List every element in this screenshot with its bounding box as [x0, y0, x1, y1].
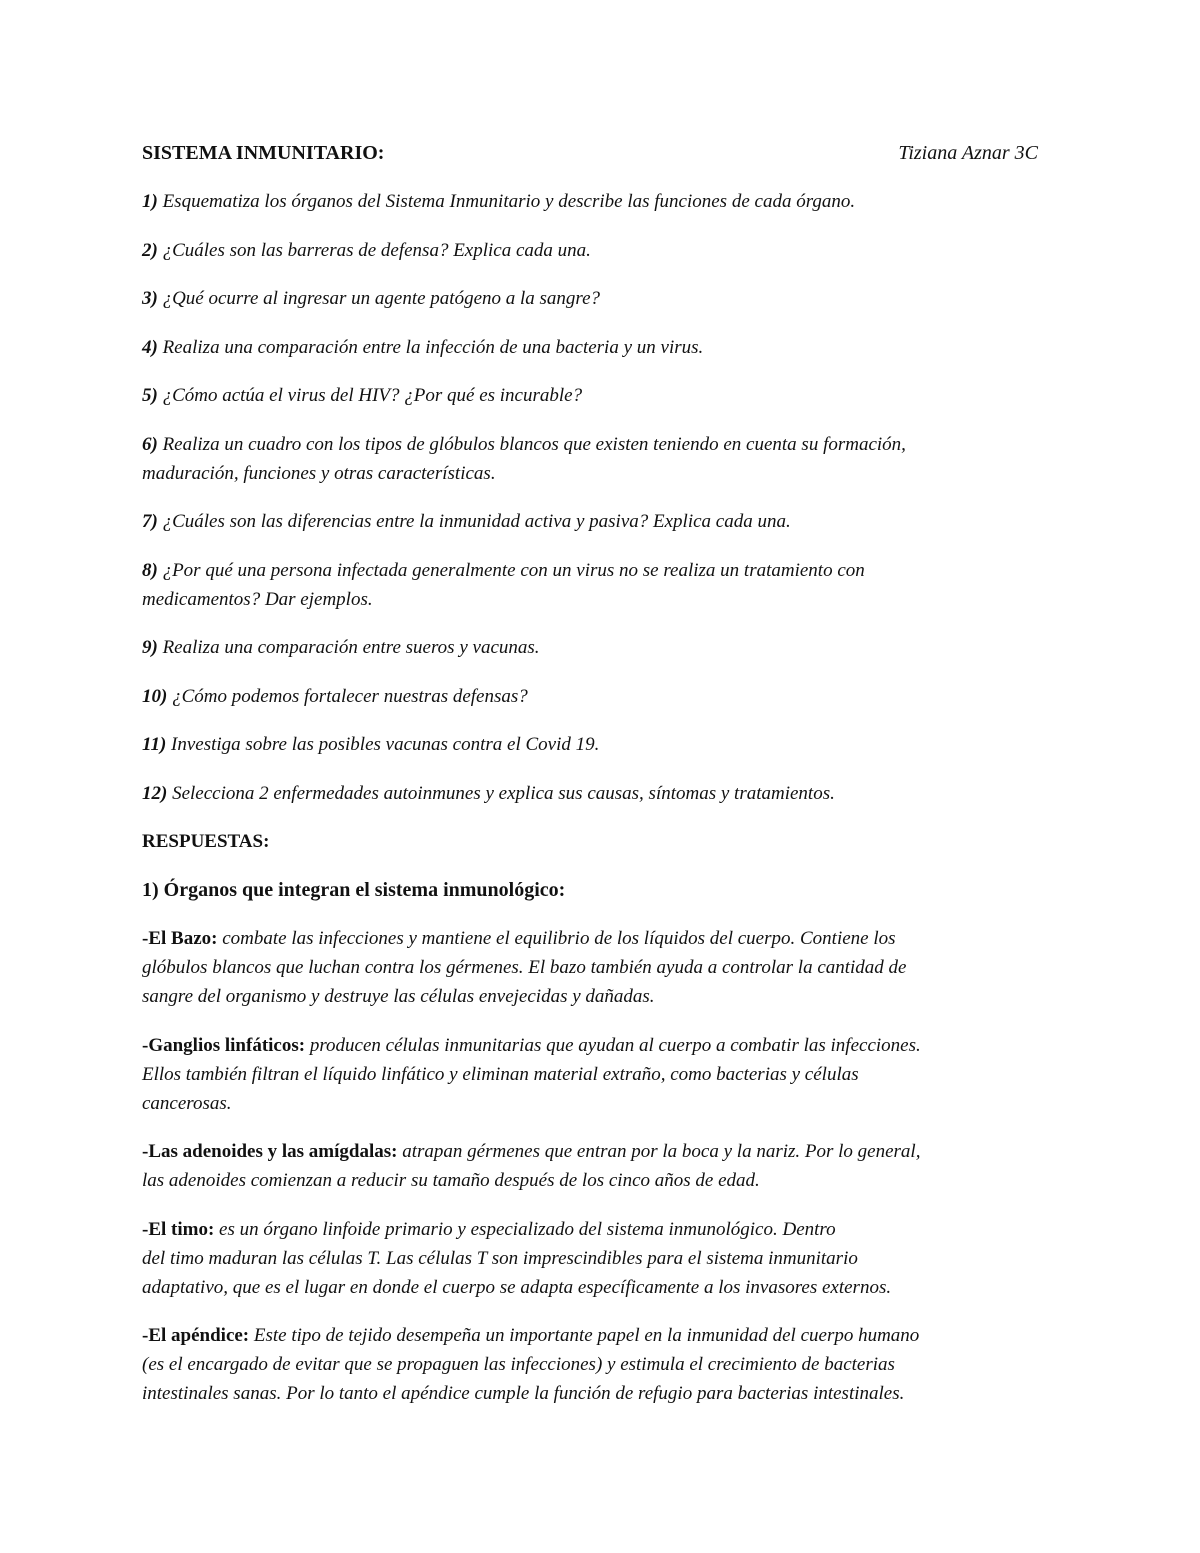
question-12 [142, 779, 1062, 808]
organ-label: -El Bazo: [142, 928, 218, 949]
question-8 [142, 556, 1062, 614]
question-2 [142, 236, 1062, 265]
organ-description-continued: glóbulos blancos que luchan contra los gérmenes. El bazo también ayuda a controlar la cantidad de [142, 957, 907, 978]
question-number: 4) [142, 336, 158, 358]
question-number: 3) [142, 288, 158, 309]
question-10 [142, 682, 1062, 711]
organ-description: combate las infecciones y mantiene el equilibrio de los líquidos del cuerpo. Contiene los [217, 928, 896, 949]
question-4 [142, 333, 1062, 362]
organ-ganglios-linfaticos [142, 1031, 1062, 1118]
question-7 [142, 507, 1062, 536]
organ-description-continued: Ellos también filtran el líquido linfático y eliminan material extraño, como bacterias y células [142, 1063, 859, 1085]
question-number: 1) [142, 191, 158, 212]
organ-description-continued: cancerosas. [142, 1092, 232, 1114]
answers-heading: RESPUESTAS: [142, 831, 270, 852]
question-3 [142, 284, 1062, 313]
organ-label: -El timo: [142, 1218, 215, 1240]
question-5 [142, 381, 1062, 410]
question-number: 11) [142, 734, 167, 755]
organ-description-continued: (es el encargado de evitar que se propaguen las infecciones) y estimula el crecimiento de bacterias [142, 1354, 895, 1375]
question-text-continued: medicamentos? Dar ejemplos. [142, 588, 373, 610]
question-1 [142, 187, 1062, 216]
question-number: 7) [142, 511, 158, 532]
organ-timo [142, 1215, 1062, 1302]
organ-adenoides-amigdalas [142, 1137, 1062, 1195]
question-text: Realiza una comparación entre sueros y vacunas. [162, 637, 540, 658]
organ-description: es un órgano linfoide primario y especializado del sistema inmunológico. Dentro [214, 1218, 836, 1240]
organ-description-continued: las adenoides comienzan a reducir su tamaño después de los cinco años de edad. [142, 1170, 760, 1191]
question-text: Realiza un cuadro con los tipos de glóbulos blancos que existen teniendo en cuenta su formación, [162, 433, 906, 455]
organ-label: -El apéndice: [142, 1325, 250, 1346]
author-name: Tiziana Aznar 3C [898, 142, 1038, 164]
question-text: Selecciona 2 enfermedades autoinmunes y explica sus causas, síntomas y tratamientos. [172, 782, 835, 804]
question-text: ¿Cómo actúa el virus del HIV? ¿Por qué es incurable? [162, 385, 583, 406]
question-text: ¿Qué ocurre al ingresar un agente patógeno a la sangre? [162, 288, 601, 309]
answer-1-heading: 1) Órganos que integran el sistema inmunológico: [142, 878, 566, 901]
organ-description-continued: adaptativo, que es el lugar en donde el cuerpo se adapta específicamente a los invasores externos. [142, 1276, 892, 1298]
organ-description-continued: sangre del organismo y destruye las células envejecidas y dañadas. [142, 986, 655, 1007]
organ-description: producen células inmunitarias que ayudan al cuerpo a combatir las infecciones. [305, 1034, 921, 1056]
question-number: 9) [142, 637, 158, 658]
document-page [142, 139, 1062, 1428]
question-text: ¿Cuáles son las barreras de defensa? Explica cada una. [162, 239, 591, 261]
question-number: 12) [142, 782, 168, 804]
question-text: Realiza una comparación entre la infección de una bacteria y un virus. [162, 336, 704, 358]
question-number: 8) [142, 559, 158, 581]
question-text-continued: maduración, funciones y otras características. [142, 462, 496, 484]
organ-bazo [142, 924, 1062, 1011]
document-header [142, 139, 1062, 168]
organ-label: -Ganglios linfáticos: [142, 1034, 306, 1056]
organ-apendice [142, 1321, 1062, 1408]
question-number: 10) [142, 685, 168, 707]
document-title: SISTEMA INMUNITARIO: [142, 142, 385, 164]
question-6 [142, 430, 1062, 488]
question-11 [142, 730, 1062, 759]
organ-label: -Las adenoides y las amígdalas: [142, 1141, 398, 1162]
organ-description: atrapan gérmenes que entran por la boca y la nariz. Por lo general, [397, 1141, 921, 1162]
question-text: ¿Cómo podemos fortalecer nuestras defensas? [172, 685, 528, 707]
question-number: 2) [142, 239, 158, 261]
organ-description-continued: intestinales sanas. Por lo tanto el apéndice cumple la función de refugio para bacterias intestinales. [142, 1383, 905, 1404]
question-number: 5) [142, 385, 158, 406]
organ-description: Este tipo de tejido desempeña un importante papel en la inmunidad del cuerpo humano [249, 1325, 920, 1346]
question-text: Investiga sobre las posibles vacunas contra el Covid 19. [171, 734, 600, 755]
question-9 [142, 633, 1062, 662]
question-text: ¿Por qué una persona infectada generalmente con un virus no se realiza un tratamiento con [162, 559, 865, 581]
question-number: 6) [142, 433, 158, 455]
organ-description-continued: del timo maduran las células T. Las células T son imprescindibles para el sistema inmunitario [142, 1247, 858, 1269]
question-text: Esquematiza los órganos del Sistema Inmunitario y describe las funciones de cada órgano. [162, 191, 856, 212]
question-text: ¿Cuáles son las diferencias entre la inmunidad activa y pasiva? Explica cada una. [162, 511, 791, 532]
